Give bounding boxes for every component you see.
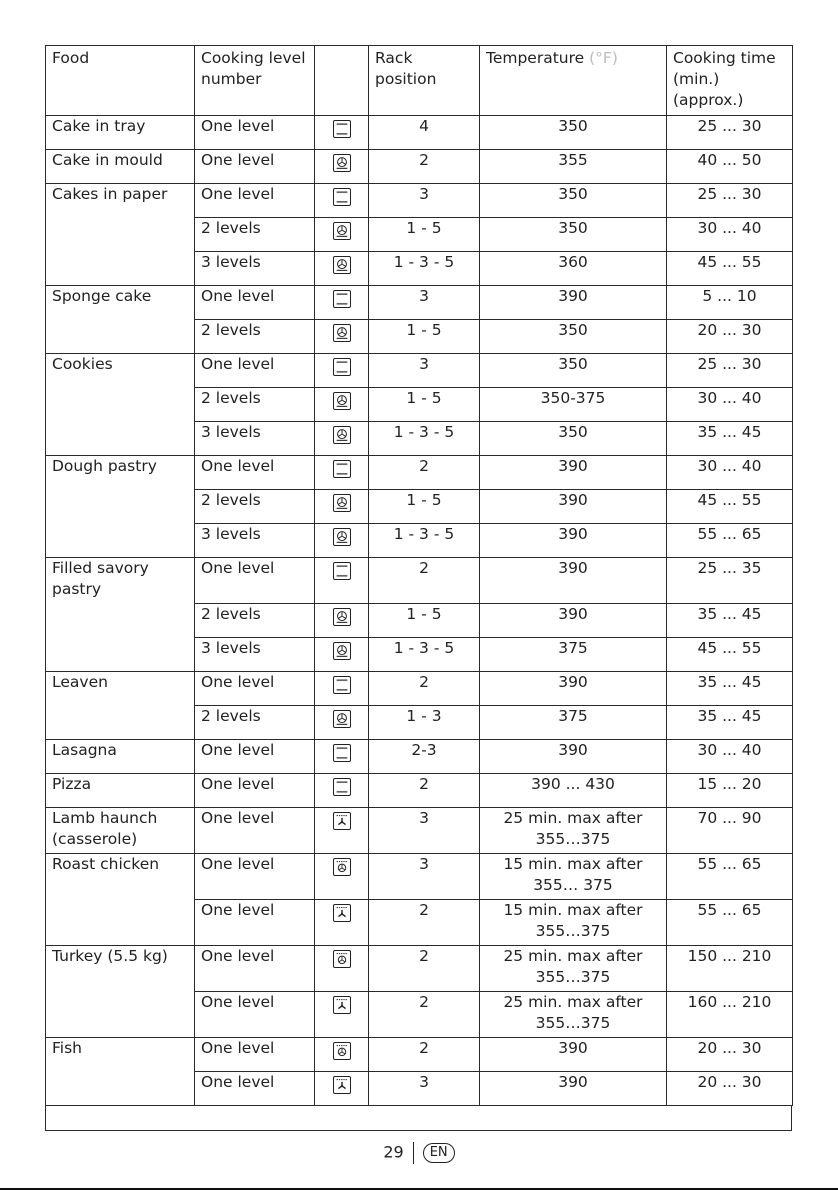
mode-cell <box>315 900 369 946</box>
mode-cell <box>315 946 369 992</box>
rack-cell: 2 <box>369 992 480 1038</box>
fan-bottom-heat-icon <box>333 324 351 342</box>
time-cell: 35 ... 45 <box>667 672 793 706</box>
level-cell: One level <box>195 354 315 388</box>
food-cell: Pizza <box>46 774 195 808</box>
footer-divider <box>413 1142 414 1164</box>
time-cell: 40 ... 50 <box>667 150 793 184</box>
table-row <box>46 354 793 388</box>
mode-cell <box>315 1038 369 1072</box>
level-cell: 3 levels <box>195 252 315 286</box>
header-temperature-label: Temperature <box>486 49 585 67</box>
time-cell: 30 ... 40 <box>667 456 793 490</box>
food-cell: Lasagna <box>46 740 195 774</box>
mode-cell <box>315 456 369 490</box>
level-cell: One level <box>195 456 315 490</box>
mode-cell <box>315 354 369 388</box>
fan-bottom-heat-icon <box>333 528 351 546</box>
temperature-cell: 25 min. max after 355…375 <box>480 808 667 854</box>
rack-cell: 1 - 3 - 5 <box>369 638 480 672</box>
fan-bottom-heat-icon <box>333 154 351 172</box>
level-cell: One level <box>195 946 315 992</box>
grill-round-icon <box>333 858 351 876</box>
time-cell: 45 ... 55 <box>667 490 793 524</box>
rack-cell: 2 <box>369 672 480 706</box>
temperature-cell: 390 <box>480 604 667 638</box>
page-number: 29 <box>383 1142 404 1162</box>
table-row <box>46 1038 793 1072</box>
level-cell: One level <box>195 286 315 320</box>
table-row <box>46 456 793 490</box>
mode-cell <box>315 854 369 900</box>
temperature-cell: 375 <box>480 706 667 740</box>
rack-cell: 2 <box>369 774 480 808</box>
temperature-cell: 350 <box>480 320 667 354</box>
temperature-cell: 355 <box>480 150 667 184</box>
time-cell: 20 ... 30 <box>667 1038 793 1072</box>
table-body <box>46 116 793 1106</box>
fan-bottom-heat-icon <box>333 494 351 512</box>
rack-cell: 1 - 5 <box>369 490 480 524</box>
level-cell: 3 levels <box>195 422 315 456</box>
rack-cell: 3 <box>369 354 480 388</box>
top-bottom-heat-icon <box>333 188 351 206</box>
top-bottom-heat-icon <box>333 562 351 580</box>
time-cell: 45 ... 55 <box>667 638 793 672</box>
food-cell: Sponge cake <box>46 286 195 354</box>
top-bottom-heat-icon <box>333 744 351 762</box>
temperature-cell: 390 <box>480 558 667 604</box>
mode-cell <box>315 1072 369 1106</box>
food-cell: Lamb haunch (casserole) <box>46 808 195 854</box>
temperature-cell: 375 <box>480 638 667 672</box>
temperature-cell: 390 <box>480 490 667 524</box>
rack-cell: 1 - 5 <box>369 604 480 638</box>
time-cell: 35 ... 45 <box>667 604 793 638</box>
level-cell: One level <box>195 558 315 604</box>
language-badge: EN <box>423 1143 455 1163</box>
header-time: Cooking time (min.) (approx.) <box>667 46 793 116</box>
time-cell: 25 ... 30 <box>667 184 793 218</box>
level-cell: 2 levels <box>195 218 315 252</box>
table-row <box>46 854 793 900</box>
level-cell: 2 levels <box>195 490 315 524</box>
level-cell: One level <box>195 672 315 706</box>
temperature-cell: 350 <box>480 184 667 218</box>
table-row <box>46 740 793 774</box>
rack-cell: 1 - 3 <box>369 706 480 740</box>
grill-fan-icon <box>333 812 351 830</box>
temperature-cell: 350-375 <box>480 388 667 422</box>
header-temperature <box>480 46 667 116</box>
header-level: Cooking level number <box>195 46 315 116</box>
rack-cell: 4 <box>369 116 480 150</box>
fan-bottom-heat-icon <box>333 608 351 626</box>
table-row <box>46 558 793 604</box>
mode-cell <box>315 218 369 252</box>
level-cell: 3 levels <box>195 524 315 558</box>
mode-cell <box>315 808 369 854</box>
temperature-cell: 390 <box>480 1038 667 1072</box>
food-cell: Cakes in paper <box>46 184 195 286</box>
mode-cell <box>315 388 369 422</box>
table-row <box>46 774 793 808</box>
fan-bottom-heat-icon <box>333 642 351 660</box>
top-bottom-heat-icon <box>333 778 351 796</box>
rack-cell: 2 <box>369 558 480 604</box>
top-bottom-heat-icon <box>333 676 351 694</box>
temperature-cell: 390 <box>480 740 667 774</box>
rack-cell: 2 <box>369 1038 480 1072</box>
top-bottom-heat-icon <box>333 358 351 376</box>
mode-cell <box>315 740 369 774</box>
temperature-cell: 15 min. max after 355… 375 <box>480 854 667 900</box>
temperature-cell: 350 <box>480 354 667 388</box>
temperature-cell: 390 <box>480 1072 667 1106</box>
table-row <box>46 184 793 218</box>
temperature-cell: 390 ... 430 <box>480 774 667 808</box>
mode-cell <box>315 184 369 218</box>
table-row <box>46 672 793 706</box>
mode-cell <box>315 422 369 456</box>
grill-fan-icon <box>333 1076 351 1094</box>
rack-cell: 1 - 3 - 5 <box>369 422 480 456</box>
level-cell: One level <box>195 854 315 900</box>
time-cell: 45 ... 55 <box>667 252 793 286</box>
top-bottom-heat-icon <box>333 290 351 308</box>
mode-cell <box>315 604 369 638</box>
header-food: Food <box>46 46 195 116</box>
table-footer-strip <box>45 1105 792 1131</box>
fan-bottom-heat-icon <box>333 426 351 444</box>
time-cell: 20 ... 30 <box>667 1072 793 1106</box>
level-cell: 3 levels <box>195 638 315 672</box>
grill-fan-icon <box>333 904 351 922</box>
rack-cell: 3 <box>369 1072 480 1106</box>
food-cell: Cookies <box>46 354 195 456</box>
temperature-cell: 25 min. max after 355…375 <box>480 992 667 1038</box>
fan-bottom-heat-icon <box>333 392 351 410</box>
food-cell: Leaven <box>46 672 195 740</box>
rack-cell: 1 - 5 <box>369 218 480 252</box>
header-mode <box>315 46 369 116</box>
temperature-cell: 350 <box>480 422 667 456</box>
top-bottom-heat-icon <box>333 460 351 478</box>
mode-cell <box>315 774 369 808</box>
food-cell: Filled savory pastry <box>46 558 195 672</box>
time-cell: 35 ... 45 <box>667 706 793 740</box>
bottom-rule <box>0 1188 838 1190</box>
level-cell: 2 levels <box>195 604 315 638</box>
time-cell: 25 ... 30 <box>667 354 793 388</box>
top-bottom-heat-icon <box>333 120 351 138</box>
rack-cell: 2-3 <box>369 740 480 774</box>
grill-round-icon <box>333 1042 351 1060</box>
cooking-table <box>45 45 793 1106</box>
temperature-cell: 350 <box>480 218 667 252</box>
level-cell: One level <box>195 900 315 946</box>
rack-cell: 1 - 3 - 5 <box>369 524 480 558</box>
time-cell: 30 ... 40 <box>667 388 793 422</box>
time-cell: 70 ... 90 <box>667 808 793 854</box>
food-cell: Fish <box>46 1038 195 1106</box>
rack-cell: 2 <box>369 456 480 490</box>
food-cell: Dough pastry <box>46 456 195 558</box>
level-cell: 2 levels <box>195 706 315 740</box>
header-row <box>46 46 793 116</box>
mode-cell <box>315 252 369 286</box>
mode-cell <box>315 706 369 740</box>
grill-fan-icon <box>333 996 351 1014</box>
time-cell: 15 ... 20 <box>667 774 793 808</box>
table-row <box>46 808 793 854</box>
time-cell: 30 ... 40 <box>667 218 793 252</box>
level-cell: 2 levels <box>195 320 315 354</box>
rack-cell: 1 - 3 - 5 <box>369 252 480 286</box>
time-cell: 35 ... 45 <box>667 422 793 456</box>
time-cell: 55 ... 65 <box>667 854 793 900</box>
fan-bottom-heat-icon <box>333 222 351 240</box>
level-cell: One level <box>195 184 315 218</box>
level-cell: One level <box>195 150 315 184</box>
mode-cell <box>315 150 369 184</box>
mode-cell <box>315 672 369 706</box>
food-cell: Cake in mould <box>46 150 195 184</box>
page-footer <box>0 1142 838 1164</box>
mode-cell <box>315 992 369 1038</box>
rack-cell: 2 <box>369 150 480 184</box>
time-cell: 160 ... 210 <box>667 992 793 1038</box>
table-row <box>46 286 793 320</box>
rack-cell: 1 - 5 <box>369 320 480 354</box>
rack-cell: 3 <box>369 286 480 320</box>
temperature-cell: 390 <box>480 286 667 320</box>
temperature-cell: 390 <box>480 524 667 558</box>
time-cell: 25 ... 35 <box>667 558 793 604</box>
level-cell: One level <box>195 808 315 854</box>
level-cell: One level <box>195 1072 315 1106</box>
grill-round-icon <box>333 950 351 968</box>
rack-cell: 3 <box>369 854 480 900</box>
level-cell: One level <box>195 774 315 808</box>
time-cell: 55 ... 65 <box>667 900 793 946</box>
time-cell: 5 ... 10 <box>667 286 793 320</box>
header-rack: Rack position <box>369 46 480 116</box>
time-cell: 150 ... 210 <box>667 946 793 992</box>
rack-cell: 3 <box>369 184 480 218</box>
mode-cell <box>315 638 369 672</box>
temperature-cell: 390 <box>480 456 667 490</box>
food-cell: Cake in tray <box>46 116 195 150</box>
rack-cell: 2 <box>369 900 480 946</box>
mode-cell <box>315 286 369 320</box>
time-cell: 30 ... 40 <box>667 740 793 774</box>
food-cell: Turkey (5.5 kg) <box>46 946 195 1038</box>
mode-cell <box>315 490 369 524</box>
header-temperature-unit: (°F) <box>589 49 618 67</box>
mode-cell <box>315 320 369 354</box>
time-cell: 55 ... 65 <box>667 524 793 558</box>
level-cell: One level <box>195 1038 315 1072</box>
level-cell: One level <box>195 740 315 774</box>
level-cell: One level <box>195 992 315 1038</box>
fan-bottom-heat-icon <box>333 710 351 728</box>
mode-cell <box>315 116 369 150</box>
temperature-cell: 15 min. max after 355…375 <box>480 900 667 946</box>
time-cell: 25 ... 30 <box>667 116 793 150</box>
level-cell: 2 levels <box>195 388 315 422</box>
temperature-cell: 350 <box>480 116 667 150</box>
fan-bottom-heat-icon <box>333 256 351 274</box>
temperature-cell: 390 <box>480 672 667 706</box>
table-row <box>46 946 793 992</box>
mode-cell <box>315 524 369 558</box>
rack-cell: 2 <box>369 946 480 992</box>
food-cell: Roast chicken <box>46 854 195 946</box>
table-row <box>46 150 793 184</box>
mode-cell <box>315 558 369 604</box>
level-cell: One level <box>195 116 315 150</box>
time-cell: 20 ... 30 <box>667 320 793 354</box>
rack-cell: 1 - 5 <box>369 388 480 422</box>
table-row <box>46 116 793 150</box>
temperature-cell: 360 <box>480 252 667 286</box>
rack-cell: 3 <box>369 808 480 854</box>
temperature-cell: 25 min. max after 355…375 <box>480 946 667 992</box>
